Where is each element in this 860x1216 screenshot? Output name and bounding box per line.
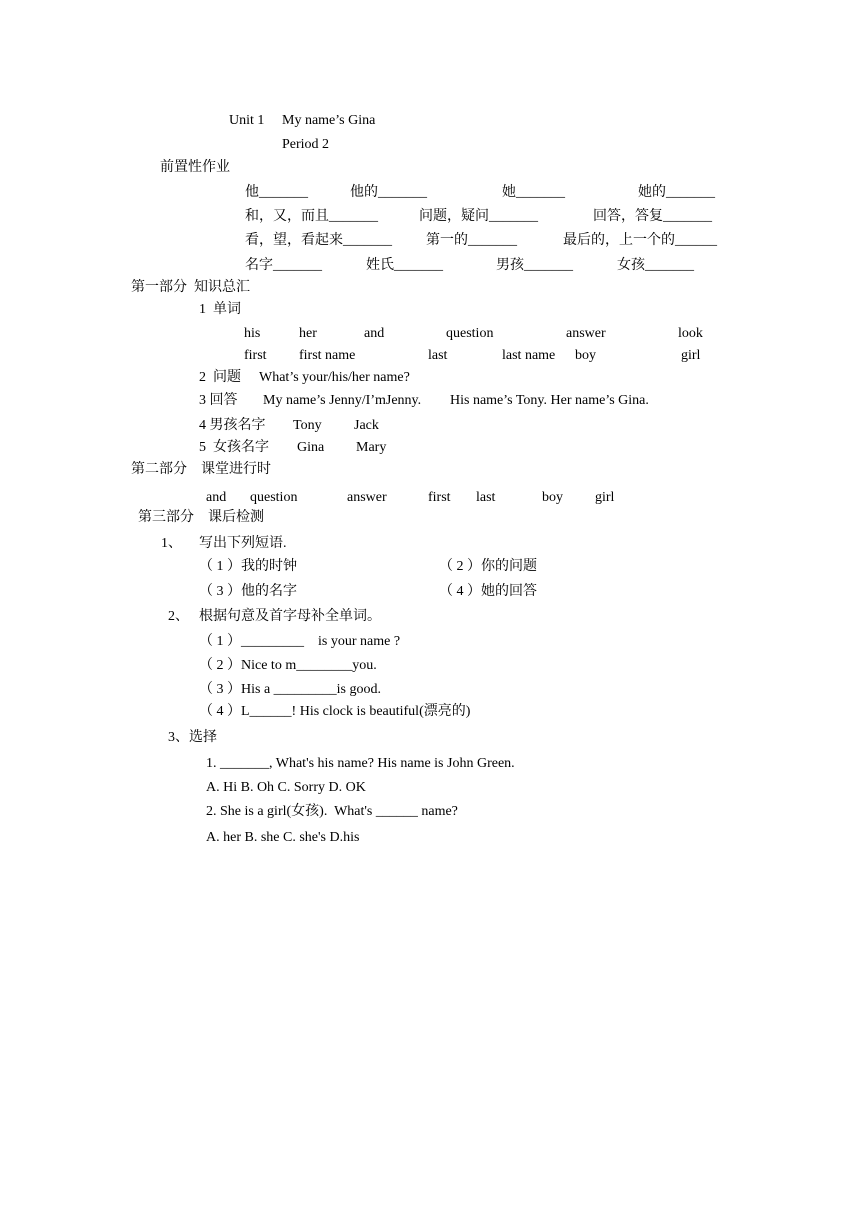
vocab-word: last: [428, 348, 448, 363]
pre-item: 女孩_______: [617, 258, 694, 273]
boy-name: Jack: [354, 418, 379, 433]
q1-item: （ 4 ）她的回答: [439, 584, 537, 599]
q1-title: 写出下列短语.: [199, 536, 287, 551]
pre-item: 她_______: [502, 185, 565, 200]
q3-item: A. her B. she C. she's D.his: [206, 830, 360, 845]
class-word: and: [206, 490, 227, 505]
unit-title: My name’s Gina: [282, 113, 376, 128]
q1-number: 1、: [161, 536, 182, 551]
class-word: boy: [542, 490, 563, 505]
vocab-word: girl: [681, 348, 701, 363]
vocab-word: her: [299, 326, 317, 341]
boy-name: Tony: [293, 418, 322, 433]
q2-number: 2、: [168, 609, 189, 624]
vocab-title: 1 单词: [199, 302, 241, 317]
pre-item: 回答，答复_______: [593, 209, 712, 224]
class-word: girl: [595, 490, 615, 505]
class-word: answer: [347, 490, 387, 505]
pre-item: 他_______: [245, 185, 308, 200]
vocab-word: first: [244, 348, 267, 363]
part3-heading: 第三部分 课后检测: [138, 510, 264, 525]
unit-label: Unit 1: [229, 113, 265, 128]
class-word: last: [476, 490, 496, 505]
pre-item: 她的_______: [638, 185, 715, 200]
vocab-word: look: [678, 326, 703, 341]
vocab-word: question: [446, 326, 494, 341]
q1-item: （ 1 ）我的时钟: [199, 559, 297, 574]
pre-item: 姓氏_______: [366, 258, 443, 273]
pre-item: 和，又，而且_______: [245, 209, 378, 224]
vocab-word: boy: [575, 348, 596, 363]
part2-heading: 第二部分 课堂进行时: [131, 462, 271, 477]
answer-label: 3 回答: [199, 393, 238, 408]
q2-item: （ 1 ）_________ is your name ?: [199, 634, 401, 649]
class-word: question: [250, 490, 298, 505]
class-word: first: [428, 490, 451, 505]
q2-title: 根据句意及首字母补全单词。: [199, 609, 381, 624]
question-text: What’s your/his/her name?: [259, 370, 410, 385]
q3-item: 1. _______, What's his name? His name is John Green.: [206, 756, 515, 771]
pre-item: 问题，疑问_______: [419, 209, 538, 224]
question-label: 2 问题: [199, 370, 241, 385]
pre-item: 看，望，看起来_______: [245, 233, 392, 248]
pre-item: 第一的_______: [426, 233, 517, 248]
q1-item: （ 2 ）你的问题: [439, 559, 537, 574]
q2-item: （ 4 ）L______! His clock is beautiful(漂亮的): [199, 704, 471, 719]
girl-name: Mary: [356, 440, 387, 455]
q3-item: 2. She is a girl(女孩). What's ______ name?: [206, 804, 458, 819]
vocab-word: last name: [502, 348, 556, 363]
period-label: Period 2: [282, 137, 330, 152]
q1-item: （ 3 ）他的名字: [199, 584, 297, 599]
boy-names-label: 4 男孩名字: [199, 418, 266, 433]
pre-item: 名字_______: [245, 258, 322, 273]
q2-item: （ 3 ）His a _________is good.: [199, 682, 381, 697]
girl-names-label: 5 女孩名字: [199, 440, 269, 455]
q3-item: A. Hi B. Oh C. Sorry D. OK: [206, 780, 366, 795]
pre-item: 最后的，上一个的______: [563, 233, 717, 248]
pre-item: 他的_______: [350, 185, 427, 200]
q3-title: 3、选择: [168, 730, 217, 745]
vocab-word: first name: [299, 348, 356, 363]
vocab-word: answer: [566, 326, 606, 341]
pre-heading: 前置性作业: [160, 160, 230, 175]
vocab-word: and: [364, 326, 385, 341]
girl-name: Gina: [297, 440, 325, 455]
q2-item: （ 2 ）Nice to m________you.: [199, 658, 377, 673]
part1-heading: 第一部分 知识总汇: [131, 280, 250, 295]
answer-text-2: His name’s Tony. Her name’s Gina.: [450, 393, 649, 408]
vocab-word: his: [244, 326, 261, 341]
pre-item: 男孩_______: [496, 258, 573, 273]
answer-text: My name’s Jenny/I’mJenny.: [263, 393, 422, 408]
